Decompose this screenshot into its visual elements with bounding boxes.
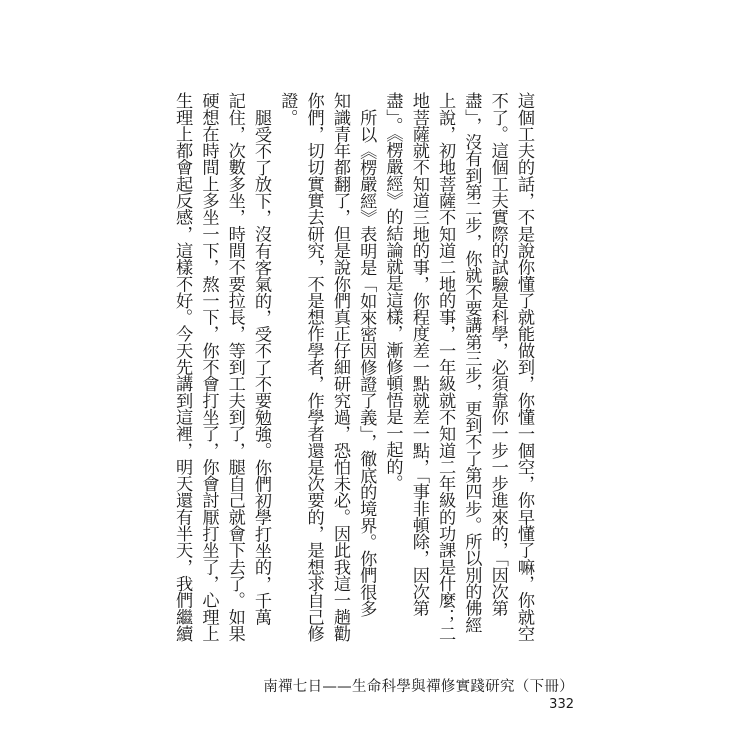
text-column: 所以《楞嚴經》表明是「如來密因修證了義」，徹底的境界。你們很多 — [356, 109, 377, 617]
text-column: 硬想在時間上多坐一下，熬一下，你不會打坐了，你會討厭打坐了，心理上 — [198, 92, 219, 642]
text-column: 你們，切切實實去研究，不是想作學者，作學者還是次要的，是想求自己修 — [303, 92, 324, 642]
text-column: 上說，初地菩薩不知道二地的事，一年級就不知道二年級的功課是什麼；二 — [435, 92, 456, 642]
text-column: 盡」。《楞嚴經》的結論就是這樣，漸修頓悟是一起的。 — [382, 92, 403, 492]
vertical-body-text — [172, 92, 537, 642]
page-number: 332 — [549, 697, 574, 712]
text-column: 腿受不了放下，沒有客氣的，受不了不要勉強。你們初學打坐的，千萬 — [251, 109, 272, 626]
text-column: 知識青年都翻了，但是說你們真正仔細研究過，恐怕未必。因此我這一趟勸 — [329, 92, 350, 642]
running-footer-title: 南禪七日——生命科學與禪修實踐研究（下冊） — [263, 679, 574, 695]
text-column: 記住，次數多坐，時間不要拉長，等到工夫到了，腿自己就會下去了。如果 — [224, 92, 245, 642]
text-column: 盡」，沒有到第二步，你就不要講第三步，更到不了第四步。所以別的佛經 — [461, 92, 482, 633]
text-column: 不了。這個工夫實際的試驗是科學，必須靠你一步一步進來的，「因次第 — [487, 92, 508, 617]
text-column: 這個工夫的話，不是說你懂了就能做到，你懂一個空，你早懂了嘛，你就空 — [514, 92, 534, 642]
text-column: 生理上都會起反感，這樣不好。今天先講到這裡，明天還有半天，我們繼續 — [172, 92, 193, 642]
text-column: 地菩薩就不知道三地的事，你程度差一點就差一點，「事非頓除，因次第 — [408, 92, 429, 617]
text-column: 證。 — [277, 92, 298, 126]
